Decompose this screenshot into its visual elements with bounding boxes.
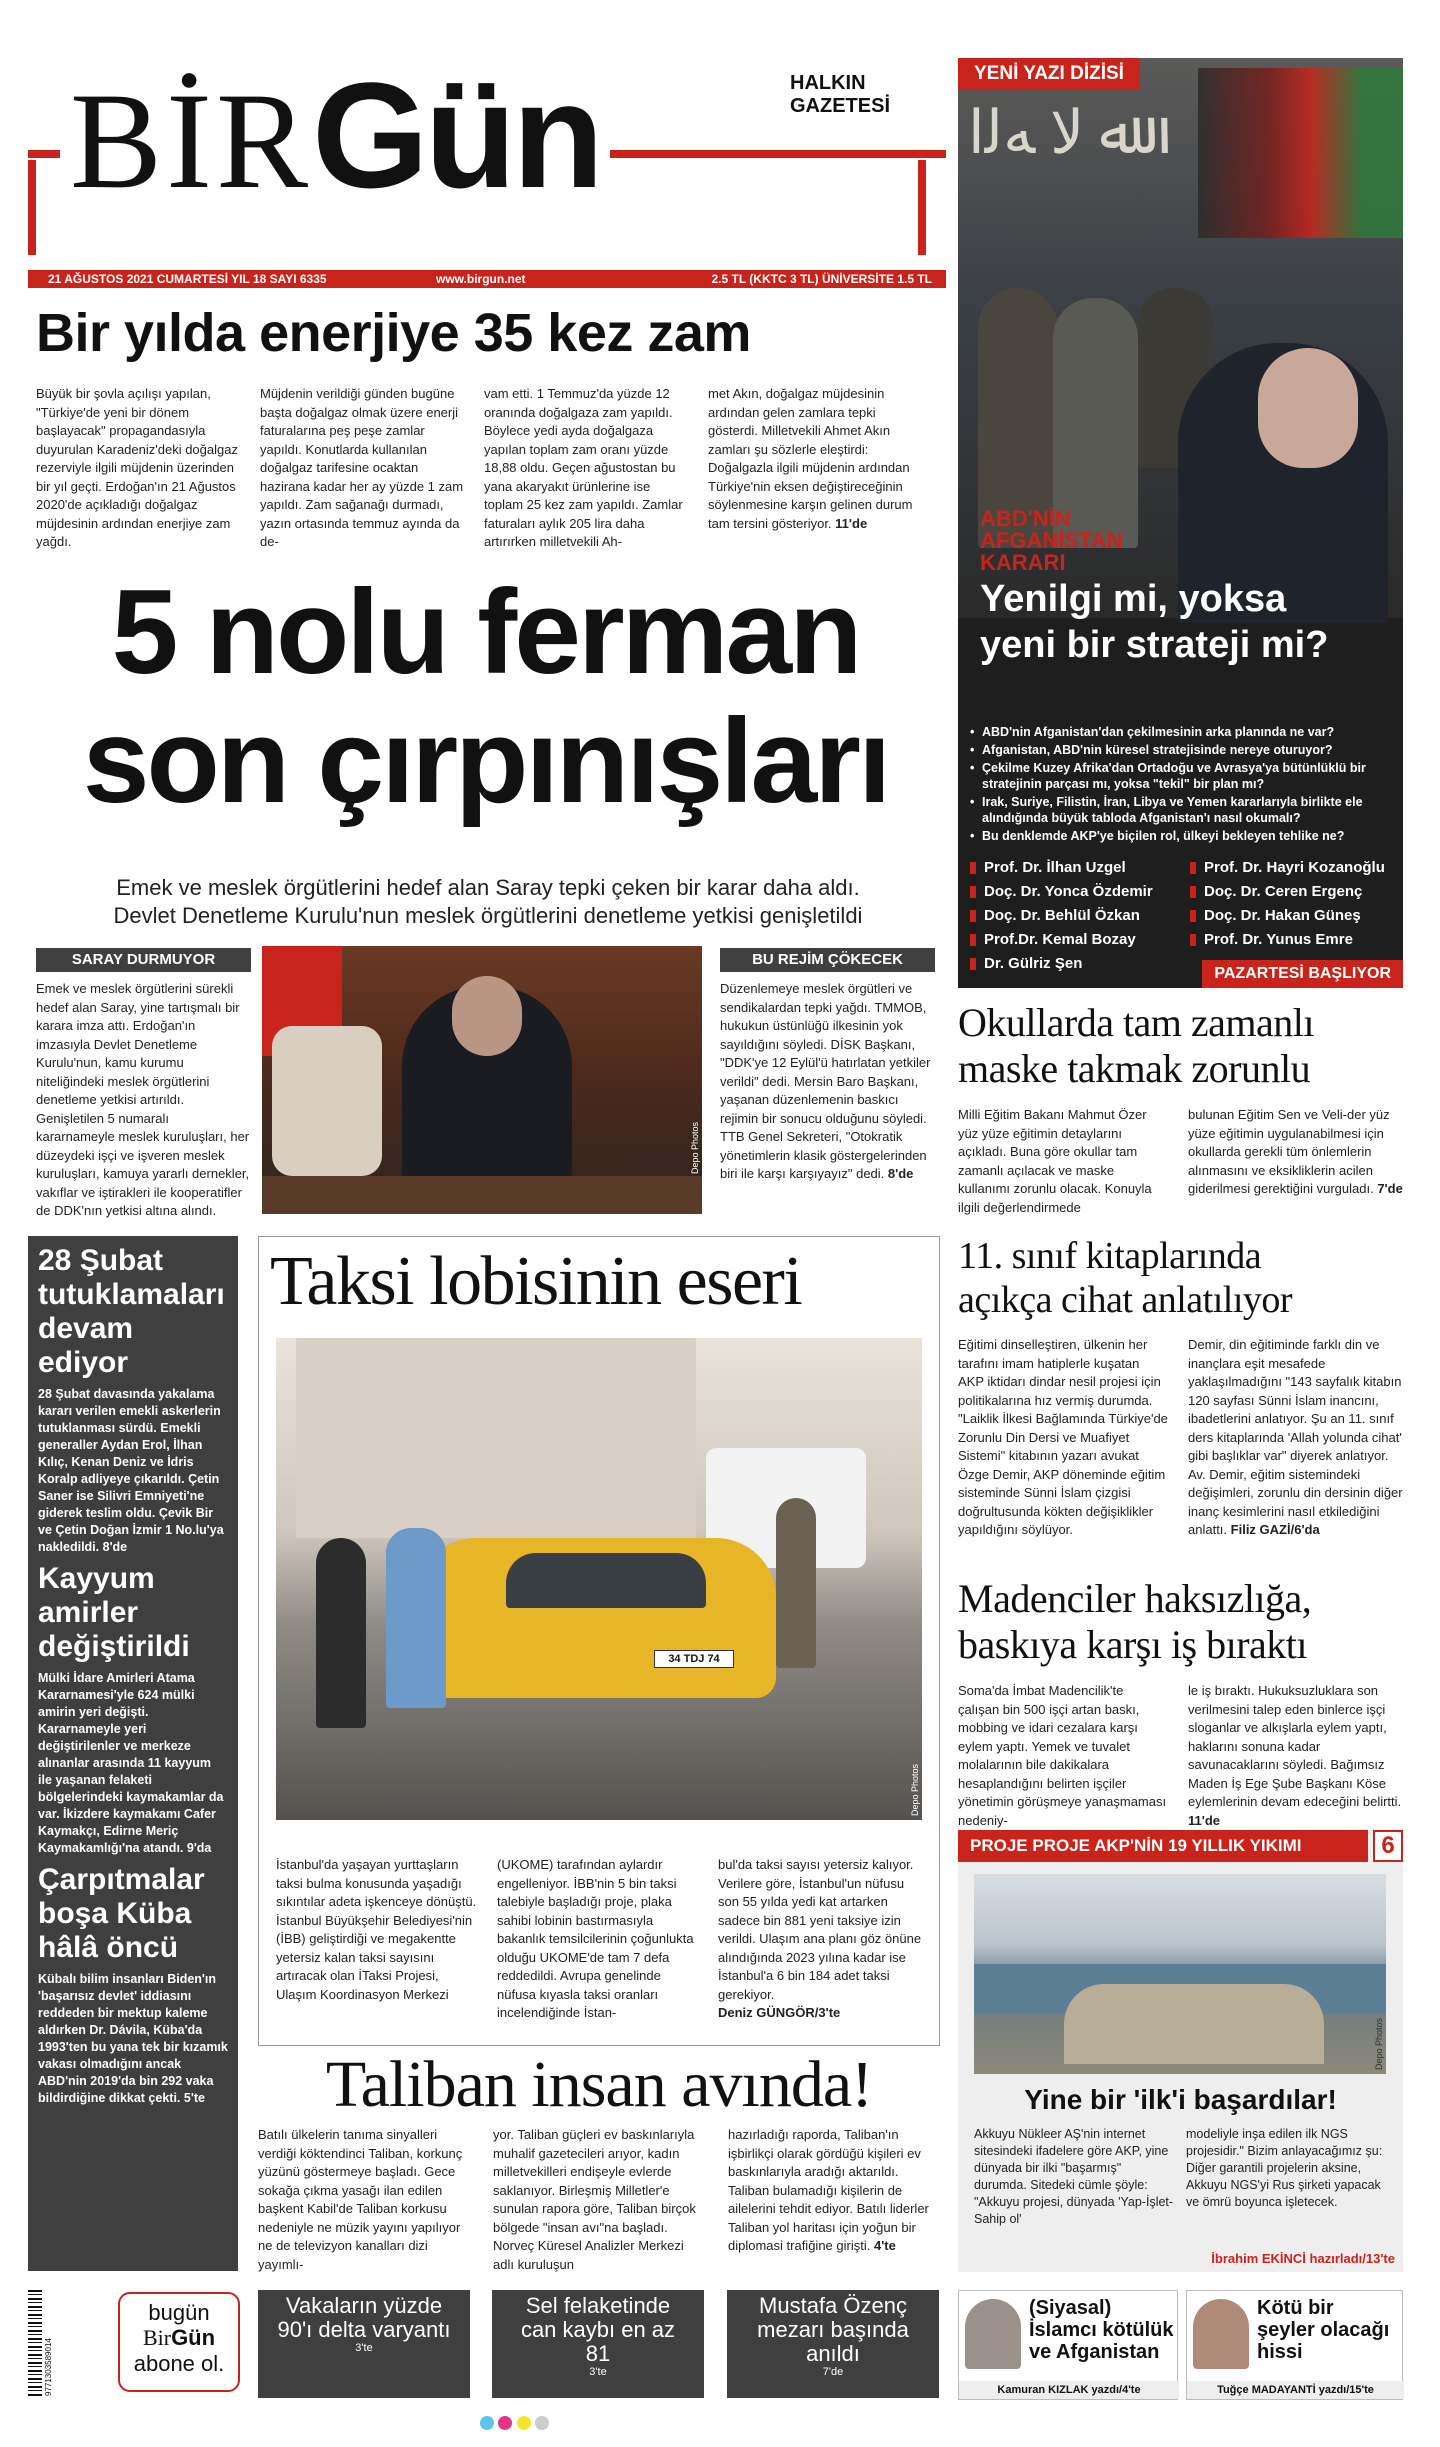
miners-ref[interactable]: 11'de [1188,1812,1221,1828]
energy-col-4 [708,385,923,533]
photo-credit: Depo Photos [910,1763,920,1816]
masks-headline[interactable] [958,1000,1403,1092]
energy-ref[interactable]: 11'de [835,515,868,531]
column-madayanti-title: Kötü bir şeyler olacağı hissi [1257,2297,1390,2363]
rejim-label: BU REJİM ÇÖKECEK [720,948,935,972]
miners-headline-2: baskıya karşı iş bıraktı [958,1622,1308,1667]
sidebar-text-1-body: 28 Şubat davasında yakalama kararı verilen emekli askerlerin tutuklanması sürdü. Emekli generaller Aydan Erol, İlhan Kılıç, Kenan Deniz ve İdris Koralp adliyeye çıkarıldı. Çetin Saner ise Silivri Emniyeti'ne giderek teslim oldu. Çevik Bir ve Çetin Doğan İzmir 1 No.lu'ya nakledildi. [38,1387,224,1554]
afghan-kicker [980,508,1123,574]
sidebar-text-1 [38,1386,228,1556]
author-name: Doç. Dr. Ceren Ergenç [1190,880,1400,904]
registration-dots [480,2416,549,2435]
biden-face [1258,348,1358,468]
taliban-col-3 [728,2126,941,2256]
subscribe-logo-2: Gün [171,2325,216,2350]
subscribe-logo [120,2326,238,2350]
photo-credit: Depo Photos [1374,2017,1384,2070]
taxi-col-2: (UKOME) tarafından aylardır engelleniyor. İBB'nin 5 bin taksi talebiyle başladığı proje, plaka sahibi lobinin bastırmasıyla bakanlık temsilcilerinin çoğunlukta olduğu UKOME'de tam 7 defa reddedildi. Avrupa genelinde nüfusa kıyasla taksi oranları incelendiğinde İstan- [497,1857,694,2020]
masks-headline-1: Okullarda tam zamanlı [958,1000,1315,1045]
taliban-col-3-text: hazırladığı raporda, Taliban'ın işbirlikçi olarak gördüğü kişileri ev baskınlarıyla aradığı aktarıldı. Taliban bulamadığı kişilerin de ailelerini tehdit ediyor. Batılı liderler Taliban yol haritası için yoğun bir diplomasi trafiğine girişti. [728,2127,929,2253]
head-shape [452,976,522,1056]
sidebar-story-2[interactable] [38,1562,228,1857]
sidebar-ref-3: 5'te [183,2091,205,2105]
ferman-deck [28,874,948,930]
taxi-plate: 34 TDJ 74 [654,1650,734,1668]
saray-text: Emek ve meslek örgütlerini sürekli hedef alan Saray, yine tartışmalı bir karara imza attı. Erdoğan'ın imzasıyla Devlet Denetleme Kurulu'nun, kamu kurumu niteliğindeki meslek örgütlerini denetleme yetkisi artırıldı. Genişletilen 5 numaralı kararnameyle meslek kuruluşları, her düzeydeki işçi ve işveren meslek kuruluşları, kamuya yararlı dernekler, vakıflar ve iştirakleri ile kooperatifler de DDK'nın yetkisi altına alındı. [36,981,250,1218]
column-kizlak[interactable] [958,2290,1178,2400]
sidebar-title-3: Çarpıtmalar boşa Küba hâlâ öncü [38,1863,205,1964]
chair-shape [272,1026,382,1176]
books-col-1: Eğitimi dinselleştiren, ülkenin her tarafını imam hatiplerle kuşatan AKP iktidarı dindar nesil projesi için politikalarına hız vermiş durumda. "Laiklik İlkesi Bağlamında Türkiye'de Zorunlu Din Dersi ve Muafiyet Sistemi" kitabının yazarı avukat Özge Demir, AKP döneminde eğitim sisteminde Sünni İslam çizgisi doğrultusunda kökten değişiklikler yapıldığını söylüyor. [958,1337,1168,1537]
energy-col-1: Büyük bir şovla açılışı yapılan, "Türkiye'de yeni bir dönem başlayacak" propagandasıyla duyurulan Karadeniz'deki doğalgaz rezerviyle ilgili müjdenin üzerinden bir yıl geçti. Erdoğan'ın 21 Ağustos 2020'de açıkladığı doğalgaz müjdesinin ardından enerjiye zam yağdı. [36,386,238,549]
miners-headline[interactable] [958,1576,1403,1668]
rejim-text-body: Düzenlemeye meslek örgütleri ve sendikalardan tepki yağdı. TMMOB, hukukun üstünlüğü ilkesinin yok sayıldığını söyledi. DİSK Başkanı, "DDK'ye 12 Eylül'ü hatırlatan yetkiler verildi" dedi. Mersin Baro Başkanı, yaşanan düzenlemenin baskıcı rejimin bir sonucu olduğunu söyledi. TTB Genel Sekreteri, "Otokratik yönetimlerin klasik göstergelerinden biri ile karşı karşıyayız" dedi. [720,981,931,1181]
books-col-2 [1188,1336,1403,1540]
price: 2.5 TL (KKTC 3 TL) ÜNİVERSİTE 1.5 TL [711,272,932,286]
columnist-avatar [1193,2299,1249,2369]
teaser-delta-ref: 3'te [355,2342,373,2354]
afghan-kicker-1: ABD'NİN [980,506,1071,531]
masks-col-2-text: bulunan Eğitim Sen ve Veli-der yüz yüze eğitimin uygulanabilmesi için okullarda gerekli tüm önlemlerin alınmasını ve eksikliklerin acilen giderilmesi gerektiğini vurguladı. [1188,1107,1390,1196]
erdogan-photo [262,946,702,1214]
books-headline-1: 11. sınıf kitaplarında [958,1235,1262,1277]
teaser-ozenc-title: Mustafa Özenç mezarı başında anıldı [757,2293,909,2366]
proje-headline: Yine bir 'ilk'i başardılar! [1024,2084,1337,2115]
person-shape [776,1498,816,1668]
sidebar-text-2 [38,1670,228,1857]
sidebar-title-2: Kayyum amirler değiştirildi [38,1562,190,1663]
afghan-authors-right [1190,856,1400,952]
sidebar-text-3 [38,1971,228,2107]
afghan-kicker-2: AFGANİSTAN [980,528,1123,553]
miners-col-1: Soma'da İmbat Madencilik'te çalışan bin 500 işçi artan baskı, mobbing ve idari cezalara karşı eylem yaptı. Yemek ve tuvalet molalarının bile dakikalara hesaplandığını belirten işçiler yönetimin görüşmeye yanaşmaması nedeniy- [958,1683,1167,1828]
akkuyu-photo [974,1874,1386,2074]
energy-headline[interactable]: Bir yılda enerjiye 35 kez zam [36,303,751,363]
person-shape [316,1538,366,1728]
taxi-photo [276,1338,922,1820]
books-headline[interactable] [958,1234,1403,1322]
proje-box[interactable] [958,1830,1403,2272]
afghan-authors-left [970,856,1185,976]
energy-col-2: Müjdenin verildiği günden bugüne başta doğalgaz olmak üzere enerji faturalarına peş peşe zamlar yapıldı. Konutlarda kullanılan doğalgaz tarifesine ocaktan hazirana kadar her ay yüzde 1 zam yapıldı. Zam sağanağı durmadı, yazın ortasında temmuz ayında da de- [260,386,464,549]
building-shape [296,1338,696,1538]
afghan-footer: PAZARTESİ BAŞLIYOR [1202,960,1403,988]
proje-label: PROJE PROJE AKP'NİN 19 YILLIK YIKIMI [958,1830,1368,1862]
books-headline-2: açıkça cihat anlatılıyor [958,1279,1293,1321]
teaser-flood-ref: 3'te [589,2366,607,2378]
subscribe-logo-1: Bir [142,2325,172,2350]
subscribe-line-1: bugün [148,2300,210,2325]
sidebar-ref-2: 9'da [186,1841,212,1855]
afghan-headline-2: yeni bir strateji mi? [980,624,1329,666]
masks-headline-2: maske takmak zorunlu [958,1046,1311,1091]
masthead [20,40,940,295]
teaser-flood-title: Sel felaketinde can kaybı en az 81 [520,2293,676,2366]
afghan-question: • Irak, Suriye, Filistin, İran, Libya ve Yemen kararlarıyla birlikte ele alındığında büyük tabloda Afganistan'ı nasıl okumalı? [970,794,1390,826]
logo[interactable] [60,51,610,219]
teaser-ozenc-ref: 7'de [822,2366,844,2378]
miners-col-2 [1188,1682,1403,1830]
author-name: Prof. Dr. İlhan Uzgel [970,856,1185,880]
proje-byline[interactable]: İbrahim EKİNCİ hazırladı/13'te [1211,2251,1395,2266]
logo-gun: Gün [312,51,600,219]
column-kizlak-byline: Kamuran KIZLAK yazdı/4'te [959,2381,1179,2399]
energy-col-3: vam etti. 1 Temmuz'da yüzde 12 oranında doğalgaza zam yapıldı. Böylece yedi ayda doğalgaza yapılan toplam zam oranı yüzde 18,88 oldu. Geçen ağustostan bu yana akaryakıt ürünlerine ise toplam 25 kez zam yapıldı. Zamlar faturaları aylık 205 lira daha artırırken milletvekili Ah- [484,386,683,549]
subscribe-box[interactable] [118,2292,240,2392]
afghan-series-label: YENİ YAZI DİZİSİ [958,58,1140,90]
sidebar-story-1[interactable] [38,1244,228,1556]
saray-label: SARAY DURMUYOR [36,948,251,972]
author-name: Doç. Dr. Yonca Özdemir [970,880,1185,904]
afghan-panel[interactable] [958,58,1403,988]
photo-credit: Depo Photos [690,1121,700,1174]
masks-col-2 [1188,1106,1403,1199]
teaser-delta-title: Vakaların yüzde 90'ı delta varyantı [277,2293,451,2342]
taliban-col-1: Batılı ülkelerin tanıma sinyalleri verdiği köktendinci Taliban, korkunç yüzünü göstermeye başladı. Gece sokağa çıkma yasağı ilan edilen başkent Kabil'de Taliban korkusu nedeniyle ne müzik yayını yapılıyor ne de televizyon kanalları dizi yayımlı- [258,2127,463,2272]
afghan-headline-1: Yenilgi mi, yoksa [980,578,1287,620]
dot-cyan [480,2416,494,2430]
taliban-ref[interactable]: 4'te [873,2238,896,2253]
rejim-ref[interactable]: 8'de [887,1166,914,1181]
sidebar-title-1: 28 Şubat tutuklamaları devam ediyor [38,1244,225,1379]
ferman-headline-2: son çırpınışları [82,694,889,828]
afghan-headline [980,576,1328,668]
subscribe-line-2: abone ol. [133,2351,225,2376]
afghan-question: • Bu denklemde AKP'ye biçilen rol, ülkeyi bekleyen tehlike ne? [970,828,1390,844]
afghan-question: • Çekilme Kuzey Afrika'dan Ortadoğu ve Avrasya'ya bütünlüklü bir stratejinin parçası mı, yoksa "tekil" bir plan mı? [970,760,1390,792]
afghan-question: • ABD'nin Afganistan'dan çekilmesinin arka planında ne var? [970,724,1390,740]
books-col-2-text: Demir, din eğitiminde farklı din ve inançlara eşit mesafede yaklaşılmadığını "143 sayfalık kitabın 120 sayfası Sünni İslam inancını, ibadetlerini anlatıyor. Şu an 11. sınıf ders kitaplarında 'Allah yolunda cihat' gibi başlıklar var" diyerek anlatıyor. Av. Demir, eğitim sistemindeki değişimleri, zorunlu din dersinin diğer inanç kesimlerini nasıl etkilediğini anlattı. [1188,1337,1403,1537]
sidebar-text-3-body: Kübalı bilim insanları Biden'ın 'başarısız devlet' iddiasını reddeden bir mektup kaleme aldırken Dr. Dávila, Küba'da 1993'ten bu yana tek bir kızamık vakası olmadığını ancak ABD'nin 2019'da bin 292 vaka bildirdiğine dikkat çekti. [38,1972,228,2105]
books-byline[interactable]: Filiz GAZİ/6'da [1230,1522,1320,1537]
afghan-kicker-3: KARARI [980,550,1066,575]
masks-col-1: Milli Eğitim Bakanı Mahmut Özer yüz yüze eğitimin detaylarını açıkladı. Buna göre okullar tam zamanlı açılacak ve maske kullanımı zorunlu olacak. Konuyla ilgili değerlendirmede [958,1107,1152,1215]
proje-col-2: modeliyle inşa edilen ilk NGS projesidir." Bizim anlayacağımız şu: Diğer garantili projelerin aksine, Akkuyu NGS'yi Rus şirketi yapacak ve ömrü boyunca işletecek. [1186,2127,1383,2209]
proje-number: 6 [1373,1830,1403,1862]
logo-bir: BİR [70,64,313,217]
masthead-frame-right [918,160,926,255]
author-name: Dr. Gülriz Şen [970,952,1185,976]
taxi-windshield [506,1553,706,1608]
afghan-question: • Afganistan, ABD'nin küresel stratejisinde nereye oturuyor? [970,742,1390,758]
desk-shape [262,1176,702,1214]
afghan-questions [970,724,1390,846]
date-bar [28,270,946,288]
ferman-deck-1: Emek ve meslek örgütlerini hedef alan Saray tepki çeken bir karar daha aldı. [116,875,860,900]
author-name: Prof.Dr. Kemal Bozay [970,928,1185,952]
taxi-col-3-text: bul'da taksi sayısı yetersiz kalıyor. Verilere göre, İstanbul'un nüfusu son 55 yılda yedi kat artarken sadece bin 881 yeni taksiye izin verildi. Ulaşım ana planı göz önüne alındığında 2023 yılına kadar ise İstanbul'a 6 bin 184 adet taksi gerekiyor. [718,1857,922,2002]
miners-col-2-text: le iş bıraktı. Hukuksuzluklara son verilmesini talep eden binlerce işçi sloganlar ve alkışlarla eylem yaptı, haklarını sonuna kadar savunacaklarını söyledi. Bağımsız Maden İş Ege Şube Başkanı Köse eylemlerinin devam edeceğini belirtti. [1188,1683,1402,1809]
barcode-number: 9771303589014 [44,2338,53,2396]
issue-date: 21 AĞUSTOS 2021 CUMARTESİ YIL 18 SAYI 6335 [48,272,327,286]
teaser-delta[interactable] [258,2290,470,2398]
column-madayanti-byline: Tuğçe MADAYANTİ yazdı/15'te [1187,2381,1404,2399]
tagline: HALKIN GAZETESİ [790,72,891,117]
barcode [28,2290,42,2396]
dot-magenta [498,2416,512,2430]
person-shape [386,1528,446,1708]
construction-shape [1064,1984,1324,2064]
column-madayanti[interactable] [1186,2290,1403,2400]
sidebar-ref-1: 8'de [102,1540,128,1554]
column-kizlak-title: (Siyasal) İslamcı kötülük ve Afganistan [1029,2297,1174,2363]
taliban-headline[interactable]: Taliban insan avında! [325,2048,873,2121]
miners-headline-1: Madenciler haksızlığa, [958,1576,1312,1621]
taxi-col-3 [718,1856,923,2023]
dot-yellow [517,2416,531,2430]
masks-ref[interactable]: 7'de [1377,1181,1403,1196]
teaser-flood[interactable] [492,2290,704,2398]
calligraphy-text: ﷲ ﻻ ﻪﻟا [968,100,1135,166]
teaser-ozenc[interactable] [727,2290,939,2398]
dot-gray [535,2416,549,2430]
taliban-col-2: yor. Taliban güçleri ev baskınlarıyla muhalif gazetecileri arıyor, kadın milletvekilleri endişeyle evlerde saklanıyor. Birleşmiş Milletler'e sunulan rapora göre, Taliban birçok bölgede "insan avı"na başladı. Norveç Küresel Analizler Merkezi adlı kuruluşun [493,2127,696,2272]
author-name: Doç. Dr. Behlül Özkan [970,904,1185,928]
ferman-headline[interactable] [28,565,943,828]
rejim-text [720,980,935,1184]
proje-col-1: Akkuyu Nükleer AŞ'nin internet sitesindeki ifadelere göre AKP, yine dünyada bir ilki "başarmış" durumda. Sitedeki cümle şöyle: "Akkuyu projesi, dünyada 'Yap-İşlet- Sahip ol' [974,2127,1174,2226]
website-link[interactable]: www.birgun.net [436,272,526,286]
ferman-deck-2: Devlet Denetleme Kurulu'nun meslek örgütlerini denetleme yetkisi genişletildi [113,903,863,928]
sidebar-story-3[interactable] [38,1863,228,2107]
taxi-byline[interactable]: Deniz GÜNGÖR/3'te [718,2005,841,2020]
energy-col-4-text: met Akın, doğalgaz müjdesinin ardından gelen zamlara tepki gösterdi. Milletvekili Ahmet Akın zamları şu sözlerle eleştirdi: Doğalgazla ilgili müjdenin ardından Türkiye'nin eksen değiştireceğinin söylenmesine karşın gelinen durum tam tersini gösteriyor. [708,386,913,531]
author-name: Doç. Dr. Hakan Güneş [1190,904,1400,928]
author-name: Prof. Dr. Hayri Kozanoğlu [1190,856,1400,880]
sidebar-text-2-body: Mülki İdare Amirleri Atama Kararnamesi'yle 624 mülki amirin yeri değişti. Kararnameyle yeri değiştirilenler ve merkeze alınanlar arasında 11 kayyum ile yaşanan felaketi bölgelerindeki kaymakamlar da var. İkizdere kaymakamı Cafer Kaymakçı, Edirne Meriç Kaymakamlığı'na atandı. [38,1671,224,1855]
masthead-frame-left [28,160,36,255]
flag-panel [1198,68,1403,238]
author-name: Prof. Dr. Yunus Emre [1190,928,1400,952]
ferman-headline-1: 5 nolu ferman [111,565,860,699]
taxi-col-1: İstanbul'da yaşayan yurttaşların taksi bulma konusunda yaşadığı sıkıntılar adeta işkenceye dönüştü. İstanbul Büyükşehir Belediyesi'nin (İBB) geliştirdiği ve megakentte yetersiz kalan taksi sayısını artıracak olan İTaksi Projesi, Ulaşım Koordinasyon Merkezi [276,1857,477,2002]
left-sidebar [28,1236,238,2271]
columnist-avatar [965,2299,1021,2369]
taxi-headline[interactable]: Taksi lobisinin eseri [270,1243,802,1320]
